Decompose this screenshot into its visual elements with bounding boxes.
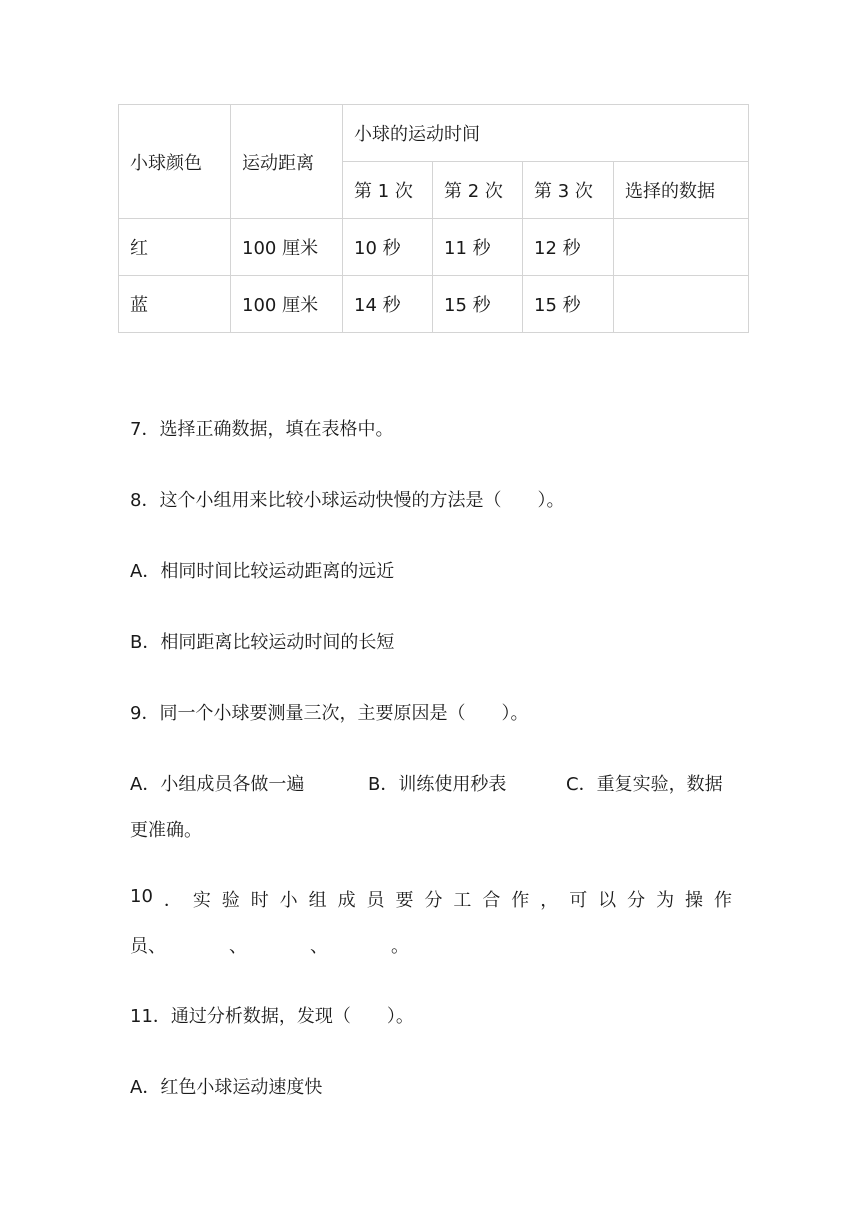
question-9-option-c-continued: 更准确。 (130, 820, 202, 841)
table-row-red (119, 219, 749, 276)
question-10-char: 小 (279, 890, 298, 911)
question-10-char: 实 (192, 890, 211, 911)
question-10-char: 成 (337, 890, 356, 911)
question-10-char: 合 (482, 890, 501, 911)
cell-selected-blank[interactable] (614, 276, 749, 333)
header-trial-3: 第 3 次 (523, 162, 614, 219)
header-distance: 运动距离 (231, 105, 343, 219)
question-9-options (130, 770, 732, 794)
question-10-char: 分 (627, 890, 646, 911)
question-7: 7．选择正确数据，填在表格中。 (130, 419, 394, 440)
question-10-char: ． (163, 890, 182, 911)
header-trial-2: 第 2 次 (433, 162, 523, 219)
question-10 (130, 886, 732, 912)
question-10-char: 作 (713, 890, 732, 911)
header-trial-1: 第 1 次 (343, 162, 433, 219)
cell-trial-1: 10 秒 (343, 219, 433, 276)
question-8-option-a: A．相同时间比较运动距离的远近 (130, 561, 395, 582)
question-10-char: 验 (221, 890, 240, 911)
question-10-line-2: 员、 、 、 。 (130, 936, 409, 957)
question-10-line-1 (130, 886, 732, 912)
question-9-option-b: B．训练使用秒表 (368, 774, 507, 795)
question-10-char: 时 (250, 890, 269, 911)
question-10-char: 10 (130, 886, 153, 907)
question-8-option-b: B．相同距离比较运动时间的长短 (130, 632, 395, 653)
cell-trial-3: 12 秒 (523, 219, 614, 276)
question-10-char: 以 (598, 890, 617, 911)
cell-trial-2: 15 秒 (433, 276, 523, 333)
question-9-option-c: C．重复实验，数据 (566, 774, 723, 795)
cell-trial-2: 11 秒 (433, 219, 523, 276)
cell-trial-3: 15 秒 (523, 276, 614, 333)
cell-distance: 100 厘米 (231, 219, 343, 276)
cell-trial-1: 14 秒 (343, 276, 433, 333)
question-10-char: 工 (453, 890, 472, 911)
header-time-group: 小球的运动时间 (343, 105, 749, 162)
question-10-char: 可 (569, 890, 588, 911)
question-9-option-a: A．小组成员各做一遍 (130, 774, 305, 795)
question-11: 11．通过分析数据，发现（ ）。 (130, 1006, 414, 1027)
question-11-option-a: A．红色小球运动速度快 (130, 1077, 323, 1098)
data-table (118, 104, 749, 333)
question-8: 8．这个小组用来比较小球运动快慢的方法是（ ）。 (130, 490, 565, 511)
table-row-blue (119, 276, 749, 333)
question-10-char: 作 (511, 890, 530, 911)
cell-distance: 100 厘米 (231, 276, 343, 333)
question-10-char: 为 (656, 890, 675, 911)
question-10-char: 要 (395, 890, 414, 911)
question-9: 9．同一个小球要测量三次，主要原因是（ ）。 (130, 703, 529, 724)
question-10-char: 分 (424, 890, 443, 911)
header-selected: 选择的数据 (614, 162, 749, 219)
question-10-char: ， (540, 890, 559, 911)
cell-selected-blank[interactable] (614, 219, 749, 276)
cell-color: 红 (119, 219, 231, 276)
question-10-char: 组 (308, 890, 327, 911)
cell-color: 蓝 (119, 276, 231, 333)
question-10-char: 员 (366, 890, 385, 911)
header-color: 小球颜色 (119, 105, 231, 219)
question-10-char: 操 (685, 890, 704, 911)
